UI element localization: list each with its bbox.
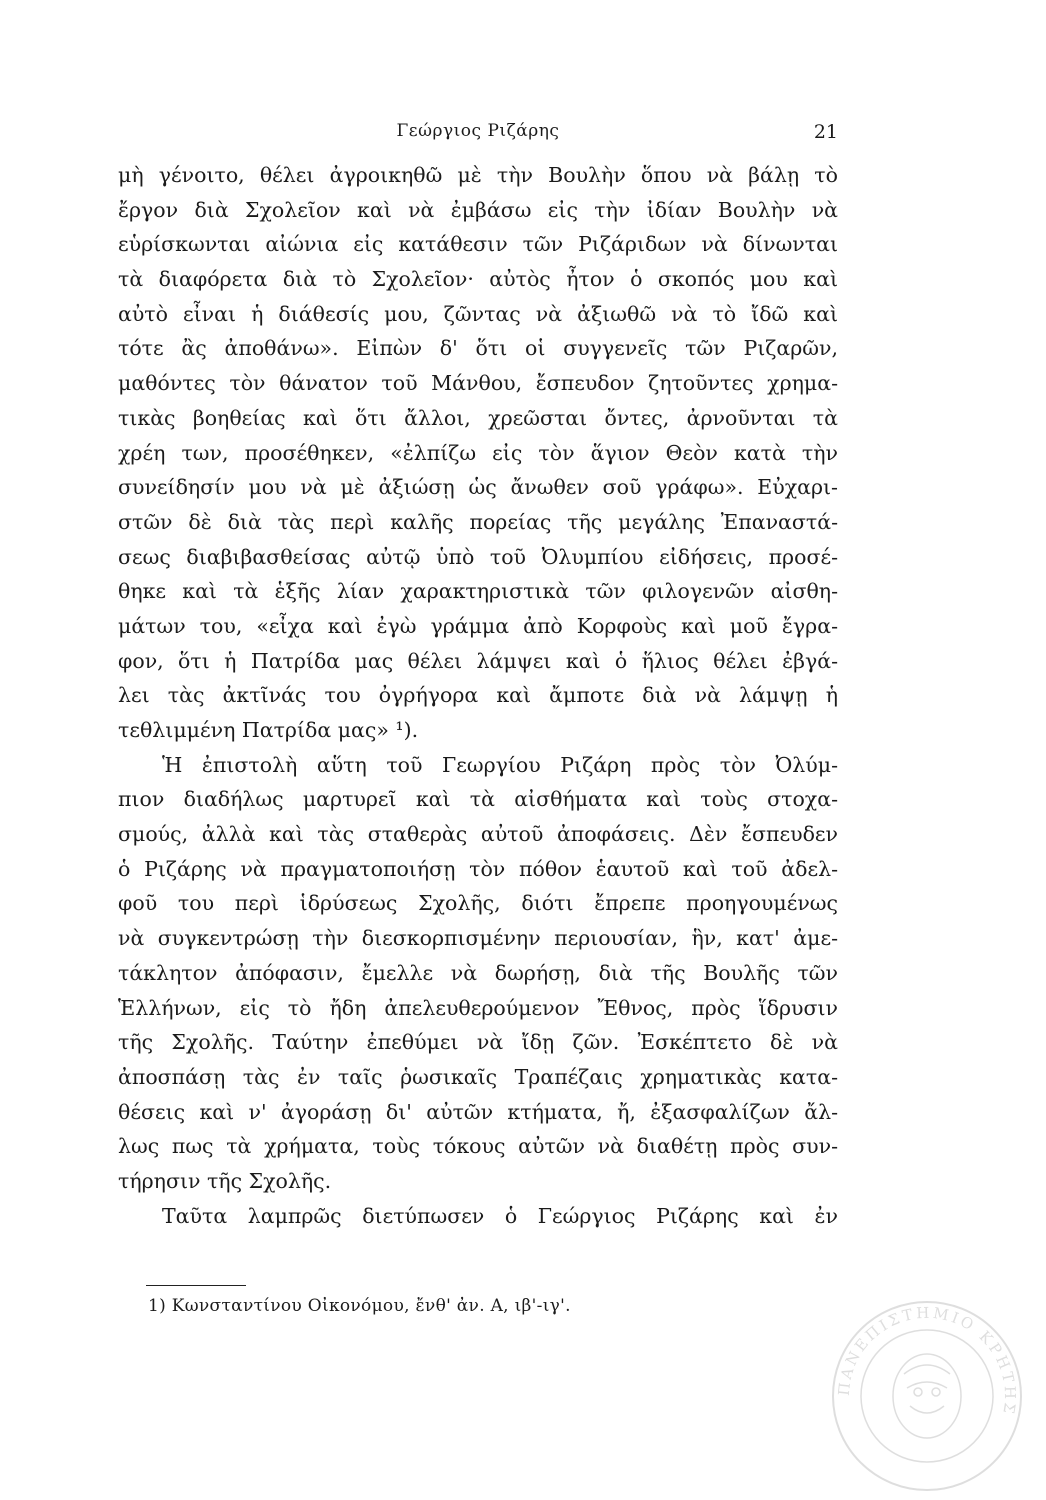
running-title: Γεώργιος Ριζάρης <box>396 121 560 141</box>
university-seal-watermark <box>822 1296 1032 1496</box>
footnote-rule <box>146 1285 246 1286</box>
text-line: μαθόντες τὸν θάνατον τοῦ Μάνθου, ἔσπευδον ζητοῦντες χρημα- <box>118 371 838 396</box>
text-line: σεως διαβιβασθείσας αὐτῷ ὑπὸ τοῦ Ὀλυμπίου εἰδήσεις, προσέ- <box>118 544 838 569</box>
text-line: τήρησιν τῆς Σχολῆς. <box>118 1168 332 1193</box>
seal-emblem <box>893 1354 961 1438</box>
text-line: αὐτὸ εἶναι ἡ διάθεσίς μου, ζῶντας νὰ ἀξιωθῶ νὰ τὸ ἴδῶ καὶ <box>118 301 838 326</box>
text-line: Ἑλλήνων, εἰς τὸ ἤδη ἀπελευθερούμενον Ἔθνος, πρὸς ἵδρυσιν <box>118 995 838 1020</box>
body-text <box>118 158 838 1233</box>
text-line: ὁ Ριζάρης νὰ πραγματοποιήσῃ τὸν πόθον ἑαυτοῦ καὶ τοῦ ἀδελ- <box>118 856 838 881</box>
text-line: φον, ὅτι ἡ Πατρίδα μας θέλει λάμψει καὶ ὁ ἥλιος θέλει ἐβγά- <box>118 648 838 673</box>
seal-lettering: ΠΑΝΕΠΙΣΤΗΜΙΟ ΚΡΗΤΗΣ <box>834 1303 1020 1418</box>
text-line: πιον διαδήλως μαρτυρεῖ καὶ τὰ αἰσθήματα καὶ τοὺς στοχα- <box>118 787 838 812</box>
text-line: στῶν δὲ διὰ τὰς περὶ καλῆς πορείας τῆς μεγάλης Ἐπαναστά- <box>118 509 838 534</box>
text-line: ἔργον διὰ Σχολεῖον καὶ νὰ ἐμβάσω εἰς τὴν ἰδίαν Βουλὴν νὰ <box>118 197 838 222</box>
footnote: 1) Κωνσταντίνου Οἰκονόμου, ἔνθ' ἀν. Α, ιβ'-ιγ'. <box>148 1296 571 1316</box>
text-line: συνείδησίν μου νὰ μὲ ἀξιώσῃ ὡς ἄνωθεν σοῦ γράφω». Εὐχαρι- <box>118 475 838 500</box>
text-line: λει τὰς ἀκτῖνάς του ὀγρήγορα καὶ ἄμποτε διὰ νὰ λάμψῃ ἡ <box>118 683 838 708</box>
text-line: λως πως τὰ χρήματα, τοὺς τόκους αὐτῶν νὰ διαθέτῃ πρὸς συν- <box>118 1134 838 1159</box>
text-line: θέσεις καὶ ν' ἀγοράσῃ δι' αὐτῶν κτήματα, ἤ, ἐξασφαλίζων ἄλ- <box>118 1099 838 1124</box>
text-line: θηκε καὶ τὰ ἑξῆς λίαν χαρακτηριστικὰ τῶν φιλογενῶν αἰσθη- <box>118 579 838 604</box>
text-line: τὰ διαφόρετα διὰ τὸ Σχολεῖον· αὐτὸς ἦτον ὁ σκοπός μου καὶ <box>118 267 838 292</box>
text-line: χρέη των, προσέθηκεν, «ἐλπίζω εἰς τὸν ἅγιον Θεὸν κατὰ τὴν <box>118 440 838 465</box>
text-line: εὑρίσκωνται αἰώνια εἰς κατάθεσιν τῶν Ριζάριδων νὰ δίνωνται <box>118 232 838 257</box>
text-line: τικὰς βοηθείας καὶ ὅτι ἄλλοι, χρεῶσται ὄντες, ἀρνοῦνται τὰ <box>118 405 838 430</box>
text-line: τότε ἂς ἀποθάνω». Εἰπὼν δ' ὅτι οἱ συγγενεῖς τῶν Ριζαρῶν, <box>118 336 838 361</box>
page-number: 21 <box>813 121 838 143</box>
text-line: σμούς, ἀλλὰ καὶ τὰς σταθερὰς αὐτοῦ ἀποφάσεις. Δὲν ἔσπευδεν <box>118 822 838 847</box>
text-line: νὰ συγκεντρώσῃ τὴν διεσκορπισμένην περιουσίαν, ἣν, κατ' ἀμε- <box>118 926 838 951</box>
text-line: μάτων του, «εἶχα καὶ ἐγὼ γράμμα ἀπὸ Κορφοὺς καὶ μοῦ ἔγρα- <box>118 613 838 638</box>
text-line: τάκλητον ἀπόφασιν, ἔμελλε νὰ δωρήσῃ, διὰ τῆς Βουλῆς τῶν <box>118 960 838 985</box>
text-line: Ταῦτα λαμπρῶς διετύπωσεν ὁ Γεώργιος Ριζάρης καὶ ἐν <box>162 1203 838 1228</box>
running-head <box>118 121 838 145</box>
text-line: τῆς Σχολῆς. Ταύτην ἐπεθύμει νὰ ἴδῃ ζῶν. Ἐσκέπτετο δὲ νὰ <box>118 1030 838 1055</box>
text-line: ἀποσπάσῃ τὰς ἐν ταῖς ῥωσικαῖς Τραπέζαις χρηματικὰς κατα- <box>118 1064 838 1089</box>
text-line: μὴ γένοιτο, θέλει ἀγροικηθῶ μὲ τὴν Βουλὴν ὅπου νὰ βάλῃ τὸ <box>118 163 838 187</box>
text-line: φοῦ του περὶ ἱδρύσεως Σχολῆς, διότι ἔπρεπε προηγουμένως <box>118 891 838 916</box>
text-line: Ἡ ἐπιστολὴ αὕτη τοῦ Γεωργίου Ριζάρη πρὸς τὸν Ὀλύμ- <box>162 752 838 777</box>
text-line: τεθλιμμένη Πατρίδα μας» ¹). <box>118 718 419 742</box>
